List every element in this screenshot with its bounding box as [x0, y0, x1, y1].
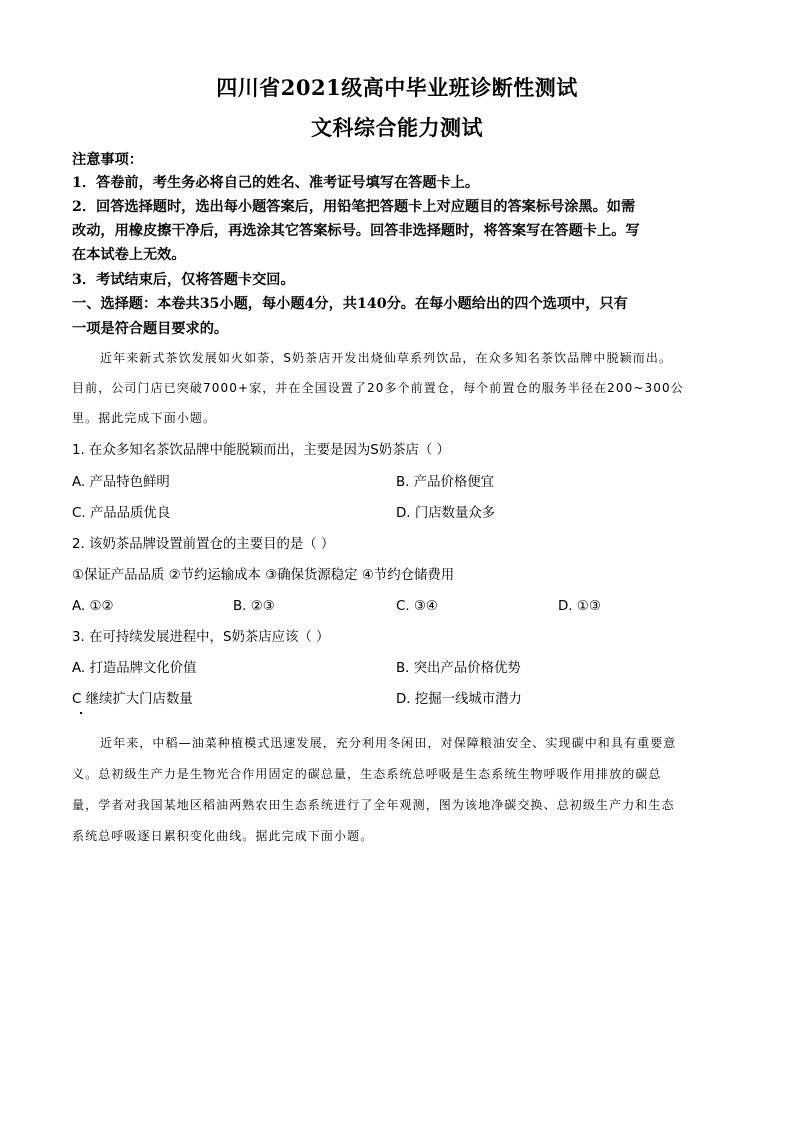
passage-1: [72, 343, 724, 433]
question-2-items: ①保证产品品质 ②节约运输成本 ③确保货源稳定 ④节约仓储费用: [72, 568, 455, 583]
question-2-option-b: B. ②③: [233, 599, 275, 614]
question-3-stem: 3. 在可持续发展进程中，S奶茶店应该（ ）: [72, 630, 330, 645]
passage-1-line-1: 近年来新式茶饮发展如火如荼，S奶茶店开发出烧仙草系列饮品，在众多知名茶饮品牌中脱颖而出。: [100, 351, 673, 365]
exam-subtitle: 文科综合能力测试: [311, 115, 483, 140]
question-3-option-d: D. 挖掘一线城市潜力: [396, 692, 522, 707]
passage-2-line-3: 量，学者对我国某地区稻油两熟农田生态系统进行了全年观测，图为该地净碳交换、总初级生产力和生态: [72, 798, 675, 812]
question-2-option-d: D. ①③: [558, 599, 601, 614]
notice-item-2-line-1: 2．回答选择题时，选出每小题答案后，用铅笔把答题卡上对应题目的答案标号涂黑。如需: [72, 199, 636, 215]
question-1-option-a: A. 产品特色鲜明: [72, 475, 170, 490]
passage-1-line-2: 目前，公司门店已突破7000+家，并在全国设置了20多个前置仓，每个前置仓的服务半径在200~300公: [72, 381, 684, 395]
notice-item-3: 3．考试结束后，仅将答题卡交回。: [72, 272, 295, 288]
section-heading-line-1: 一、选择题：本卷共35小题，每小题4分，共140分。在每小题给出的四个选项中，只有: [72, 296, 628, 312]
question-3-option-c: C 继续扩大门店数量: [72, 692, 193, 707]
stray-mark: [80, 712, 82, 714]
passage-2-line-4: 系统总呼吸逐日累积变化曲线。据此完成下面小题。: [72, 829, 374, 843]
notice-heading: 注意事项：: [72, 152, 143, 168]
question-1-stem: 1. 在众多知名茶饮品牌中能脱颖而出，主要是因为S奶茶店（ ）: [72, 443, 450, 458]
question-1-option-d: D. 门店数量众多: [396, 506, 496, 521]
passage-2-line-2: 义。总初级生产力是生物光合作用固定的碳总量，生态系统总呼吸是生态系统生物呼吸作用排放的碳总: [72, 767, 662, 781]
question-2-option-a: A. ①②: [72, 599, 114, 614]
section-heading-line-2: 一项是符合题目要求的。: [72, 321, 229, 337]
passage-1-line-3: 里。据此完成下面小题。: [72, 411, 217, 425]
passage-2-line-1: 近年来，中稻—油菜种植模式迅速发展，充分利用冬闲田，对保障粮油安全、实现碳中和具有重要意: [100, 736, 677, 750]
notice-item-2-line-3: 在本试卷上无效。: [72, 247, 186, 263]
passage-2: [72, 728, 724, 852]
question-1-option-b: B. 产品价格便宜: [396, 475, 495, 490]
question-2-option-c: C. ③④: [396, 599, 438, 614]
question-3-option-b: B. 突出产品价格优势: [396, 661, 521, 676]
notice-item-2-line-2: 改动，用橡皮擦干净后，再选涂其它答案标号。回答非选择题时，将答案写在答题卡上。写: [72, 223, 640, 239]
question-2-stem: 2. 该奶茶品牌设置前置仓的主要目的是（ ）: [72, 537, 335, 552]
exam-title: 四川省2021级高中毕业班诊断性测试: [216, 75, 578, 100]
notice-item-1: 1．答卷前，考生务必将自己的姓名、准考证号填写在答题卡上。: [72, 175, 480, 191]
question-3-option-a: A. 打造品牌文化价值: [72, 661, 197, 676]
question-1-option-c: C. 产品品质优良: [72, 506, 171, 521]
